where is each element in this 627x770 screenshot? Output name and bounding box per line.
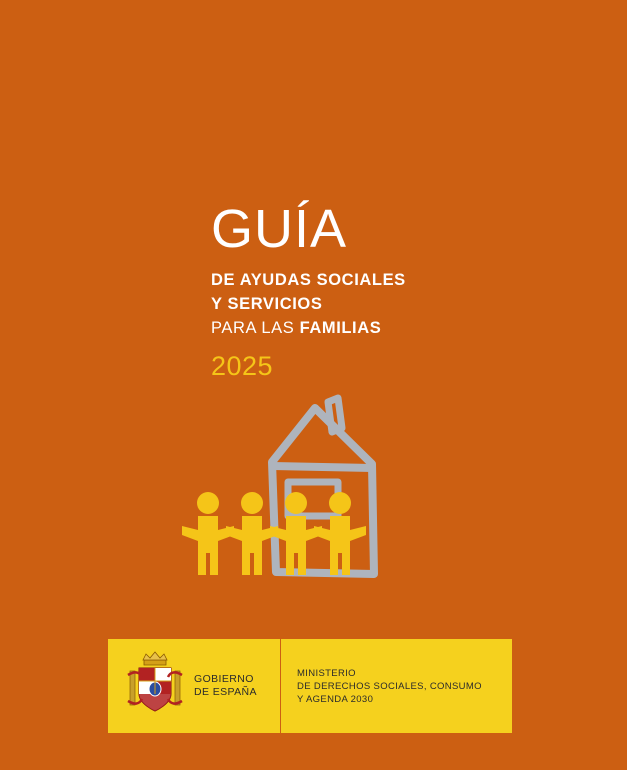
house-with-family-paper-dolls-icon bbox=[176, 392, 416, 592]
subtitle-line-3-light: PARA LAS bbox=[211, 319, 300, 337]
government-line-2: DE ESPAÑA bbox=[194, 686, 257, 698]
ministry-line-3: Y AGENDA 2030 bbox=[297, 693, 374, 705]
government-line-1: GOBIERNO bbox=[194, 673, 254, 685]
page-title: GUÍA bbox=[211, 199, 348, 259]
spain-coat-of-arms-icon bbox=[126, 651, 184, 721]
logo-divider bbox=[280, 639, 281, 733]
ministry-logo-bar bbox=[108, 639, 512, 733]
subtitle-line-2: Y SERVICIOS bbox=[211, 295, 323, 313]
ministry-line-1: MINISTERIO bbox=[297, 667, 356, 679]
subtitle-line-3 bbox=[211, 316, 551, 340]
ministry-label bbox=[297, 667, 482, 706]
year-label: 2025 bbox=[211, 351, 274, 381]
ministry-line-2: DE DERECHOS SOCIALES, CONSUMO bbox=[297, 680, 482, 692]
government-label bbox=[194, 673, 280, 699]
title-block bbox=[211, 200, 551, 381]
subtitle-line-3-bold: FAMILIAS bbox=[299, 319, 382, 337]
subtitle-line-1: DE AYUDAS SOCIALES bbox=[211, 271, 406, 289]
